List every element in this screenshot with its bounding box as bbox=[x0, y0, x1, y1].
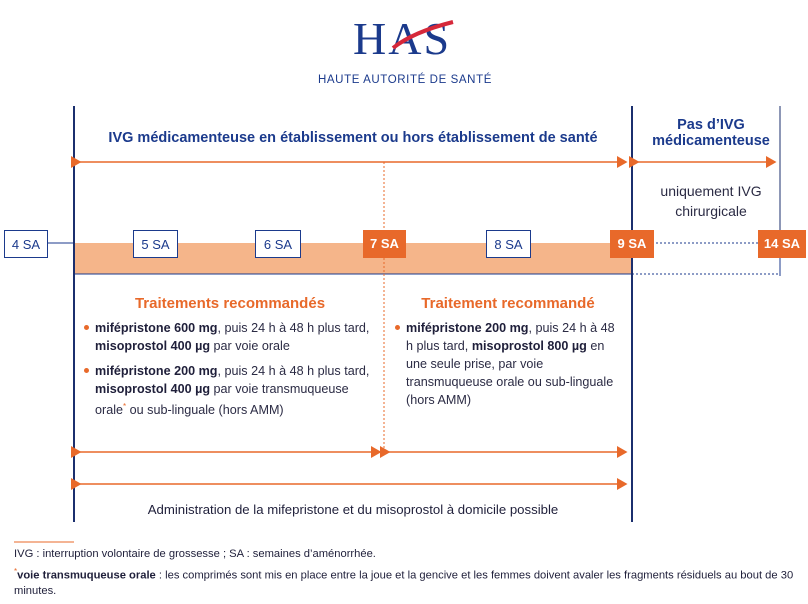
sa-box-9: 9 SA bbox=[610, 230, 654, 258]
header-right-line1: Pas d’IVG bbox=[677, 117, 745, 133]
text-span: en une seule prise, par voie transmuqueuse orale ou sub-linguale (hors AMM) bbox=[406, 339, 614, 407]
sa-box-8: 8 SA bbox=[486, 230, 531, 258]
right-section-title: Traitement recommandé bbox=[421, 295, 595, 312]
surgical-line2: chirurgicale bbox=[675, 203, 747, 219]
footnote-star: * bbox=[14, 567, 18, 576]
sa-box-4: 4 SA bbox=[4, 230, 48, 258]
bullet-dot bbox=[395, 325, 400, 330]
footnote-star: * bbox=[123, 402, 127, 411]
text-span: , puis 24 h à 48 h plus tard, bbox=[217, 364, 370, 378]
right-bullet-1 bbox=[406, 319, 621, 409]
drug-misoprostol-400: misoprostol 400 µg bbox=[95, 339, 211, 353]
drug-mifepristone-600: mifépristone 600 mg bbox=[95, 321, 218, 335]
text-span: , puis 24 h à 48 h plus tard, bbox=[217, 321, 370, 335]
footnote-abbreviations: IVG : interruption volontaire de grossesse ; SA : semaines d’aménorrhée. bbox=[14, 548, 376, 560]
footnote-definition bbox=[14, 564, 799, 599]
left-bullet-2 bbox=[95, 362, 375, 419]
sa-box-7: 7 SA bbox=[363, 230, 406, 258]
surgical-line1: uniquement IVG bbox=[660, 183, 762, 199]
logo-mark-text: HAS bbox=[353, 14, 452, 64]
drug-misoprostol-400: misoprostol 400 µg bbox=[95, 382, 211, 396]
text-span: ou sub-linguale (hors AMM) bbox=[126, 403, 284, 418]
text-span: , puis 24 h à 48 h plus tard, bbox=[406, 321, 615, 353]
logo-subtitle: HAUTE AUTORITÉ DE SANTÉ bbox=[318, 74, 492, 86]
header-left-title: IVG médicamenteuse en établissement ou hors établissement de santé bbox=[108, 130, 598, 146]
home-admin-text: Administration de la mifepristone et du misoprostol à domicile possible bbox=[147, 502, 559, 517]
text-span: par voie orale bbox=[210, 339, 290, 353]
header-right-line2: médicamenteuse bbox=[652, 133, 770, 149]
drug-mifepristone-200: mifépristone 200 mg bbox=[406, 321, 529, 335]
bullet-dot bbox=[84, 325, 89, 330]
sa-box-14: 14 SA bbox=[758, 230, 806, 258]
sa-box-6: 6 SA bbox=[255, 230, 301, 258]
text-span: par voie transmuqueuse orale bbox=[95, 382, 349, 418]
bullet-dot bbox=[84, 368, 89, 373]
sa-box-5: 5 SA bbox=[133, 230, 178, 258]
footnote-term: voie transmuqueuse orale bbox=[17, 569, 156, 582]
drug-mifepristone-200: mifépristone 200 mg bbox=[95, 364, 218, 378]
drug-misoprostol-800: misoprostol 800 µg bbox=[471, 339, 587, 353]
left-section-title: Traitements recommandés bbox=[134, 295, 326, 312]
left-bullet-1 bbox=[95, 319, 375, 355]
footnote-text: : les comprimés sont mis en place entre la joue et la gencive et les femmes doivent avaler les fragments résiduels au bout de 30 minutes. bbox=[14, 569, 794, 597]
